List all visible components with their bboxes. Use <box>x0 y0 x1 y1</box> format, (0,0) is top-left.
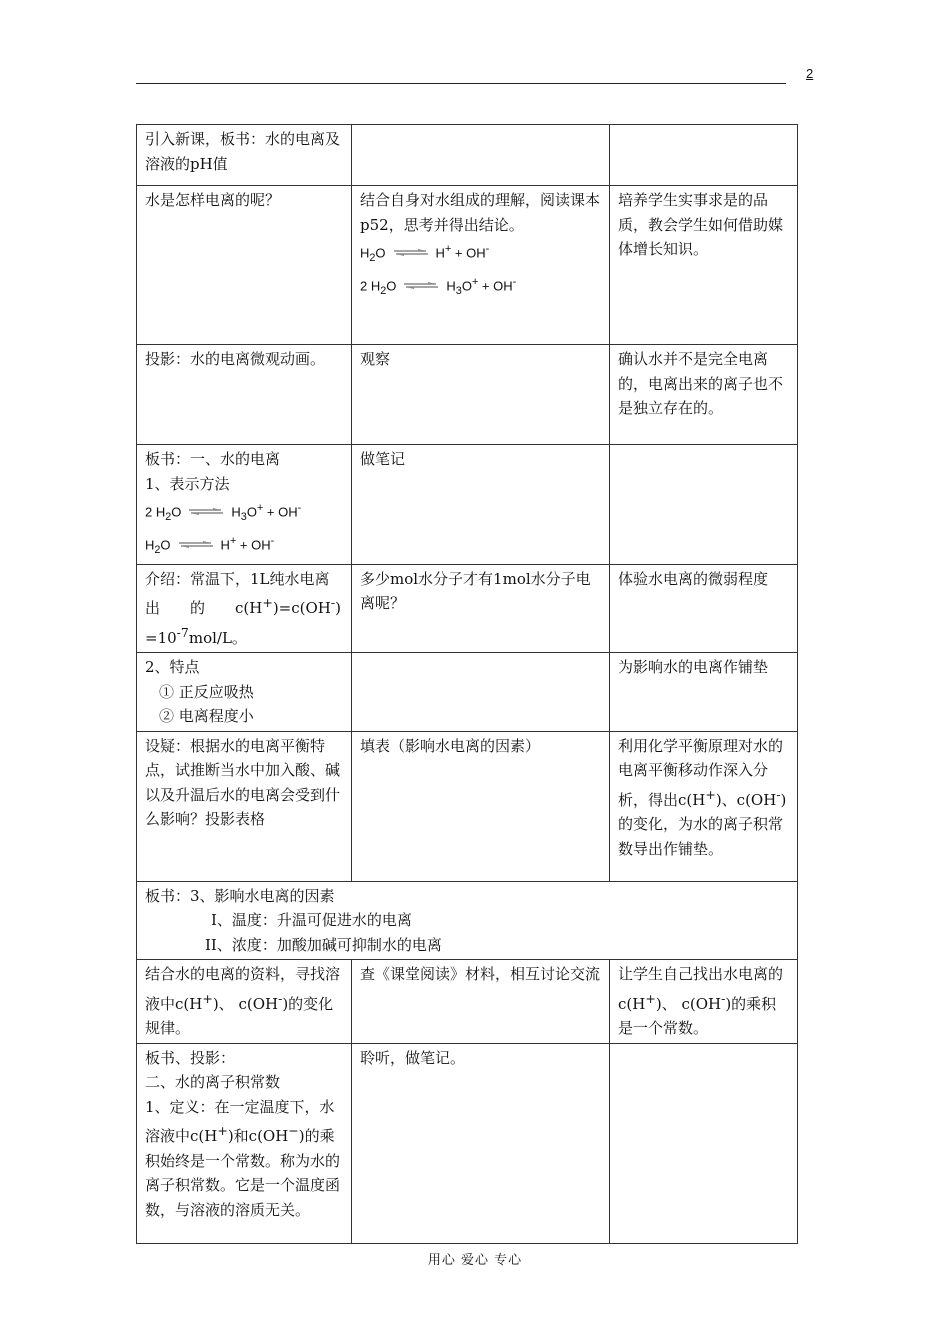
table-row <box>137 881 798 960</box>
purpose-cell <box>610 125 798 186</box>
table-row <box>137 345 798 445</box>
student-cell <box>352 653 610 732</box>
teacher-cell: 水是怎样电离的呢？ <box>137 186 352 345</box>
student-cell: 做笔记 <box>352 445 610 565</box>
lesson-table <box>136 124 798 1244</box>
definition-text: 1、定义：在一定温度下，水溶液中c(H+)和c(OH−)的乘积始终是一个常数。称为水的离子积常数。它是一个温度函数，与溶液的溶质无关。 <box>145 1097 341 1219</box>
purpose-text: 利用化学平衡原理对水的电离平衡移动作深入分析，得出c(H+)、c(OH-)的变化，为水的离子积常数导出作铺垫。 <box>618 736 787 858</box>
table-row <box>137 564 798 653</box>
ionization-equation: 2 $H_2O$ $H_3O^+ + OH^-$ <box>360 275 517 297</box>
table-row <box>137 653 798 732</box>
intro-text: 介绍：常温下，1L纯水电离出 的 $c(H^+)=c(OH^-)=10^{-7}mol/L$。 <box>145 569 341 647</box>
purpose-cell: 为影响水的电离作铺垫 <box>610 653 798 732</box>
header-rule <box>136 83 786 84</box>
table-row <box>137 960 798 1044</box>
table-row <box>137 445 798 565</box>
teacher-cell: 2、特点 ① 正反应吸热 ② 电离程度小 <box>137 653 352 732</box>
student-cell: 结合自身对水组成的理解，阅读课本p52，思考并得出结论。 $H_2O$ H+ + OH- 2 $H_2O$ $H_3O^+ + OH^-$ <box>352 186 610 345</box>
purpose-cell: 体验水电离的微弱程度 <box>610 564 798 653</box>
student-cell: 查《课堂阅读》材料，相互讨论交流 <box>352 960 610 1044</box>
equilibrium-arrow-icon <box>404 282 438 289</box>
student-cell: 观察 <box>352 345 610 445</box>
teacher-cell: 板书：一、水的电离 1、表示方法 2 $H_2O$ $H_3O^+ + OH^-$ $H_2O$ H+ + OH- <box>137 445 352 565</box>
student-cell: 填表（影响水电离的因素） <box>352 731 610 881</box>
teacher-text: 结合水的电离的资料，寻找溶液中c(H+)、 c(OH-)的变化规律。 <box>145 965 341 1038</box>
ionization-equation: 2 $H_2O$ $H_3O^+ + OH^-$ <box>145 502 302 523</box>
table-row <box>137 1043 798 1243</box>
purpose-cell: 培养学生实事求是的品质，教会学生如何借助媒体增长知识。 <box>610 186 798 345</box>
student-cell <box>352 125 610 186</box>
ionization-equation: $H_2O$ H+ + OH- <box>360 243 490 264</box>
teacher-cell: 投影：水的电离微观动画。 <box>137 345 352 445</box>
equilibrium-arrow-icon <box>179 541 213 548</box>
table-row <box>137 731 798 881</box>
teacher-cell: 设疑：根据水的电离平衡特点，试推断当水中加入酸、碱以及升温后水的电离会受到什么影响？投影表格 <box>137 731 352 881</box>
equilibrium-arrow-icon <box>394 249 428 256</box>
teacher-cell: 板书、投影： 二、水的离子积常数 1、定义：在一定温度下，水溶液中c(H+)和c(OH−)的乘积始终是一个常数。称为水的离子积常数。它是一个温度函数，与溶液的溶质无关。 <box>137 1043 352 1243</box>
full-width-cell: 板书：3、影响水电离的因素 I、温度：升温可促进水的电离 II、浓度：加酸加碱可抑制水的电离 <box>137 881 798 960</box>
purpose-cell: 确认水并不是完全电离的，电离出来的离子也不是独立存在的。 <box>610 345 798 445</box>
teacher-cell <box>137 960 352 1044</box>
purpose-cell <box>610 445 798 565</box>
equilibrium-arrow-icon <box>189 508 223 515</box>
purpose-cell <box>610 1043 798 1243</box>
teacher-cell: 引入新课，板书：水的电离及溶液的pH值 <box>137 125 352 186</box>
student-cell: 多少mol水分子才有1mol水分子电离呢？ <box>352 564 610 653</box>
page-number: 2 <box>806 66 814 81</box>
teacher-cell <box>137 564 352 653</box>
student-cell: 聆听，做笔记。 <box>352 1043 610 1243</box>
table-row <box>137 186 798 345</box>
purpose-cell <box>610 960 798 1044</box>
footer-slogan: 用心 爱心 专心 <box>427 1253 523 1268</box>
ionization-equation: $H_2O$ H+ + OH- <box>145 534 275 556</box>
purpose-text: 让学生自己找出水电离的c(H+)、 c(OH-)的乘积是一个常数。 <box>618 965 784 1038</box>
purpose-cell <box>610 731 798 881</box>
table-row <box>137 125 798 186</box>
